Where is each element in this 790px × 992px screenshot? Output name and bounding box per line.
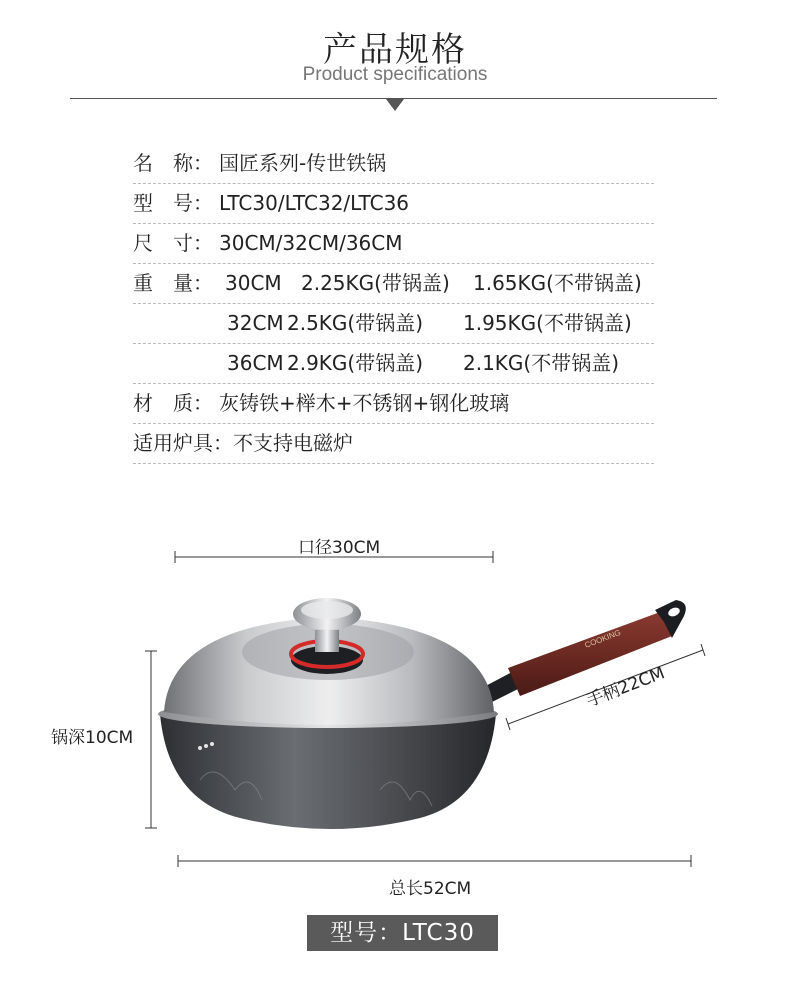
weight-with-lid: 2.25KG(带锅盖): [301, 271, 450, 295]
weight-without-lid: 2.1KG(不带锅盖): [463, 351, 620, 375]
weight-size: 32CM: [227, 311, 284, 335]
spec-label: 重 量：: [133, 271, 213, 295]
spec-label: 材 质：: [133, 391, 213, 415]
spec-value: 国匠系列-传世铁锅: [219, 151, 387, 175]
spec-value: LTC30/LTC32/LTC36: [219, 191, 410, 215]
spec-label: 适用炉具：: [133, 431, 233, 455]
diameter-label: 口径30CM: [298, 538, 381, 558]
spec-label: 尺 寸：: [133, 231, 213, 255]
weight-size: 30CM: [225, 271, 282, 295]
weight-without-lid: 1.95KG(不带锅盖): [463, 311, 632, 335]
spec-value: 灰铸铁+榉木+不锈钢+钢化玻璃: [219, 391, 510, 415]
weight-with-lid: 2.9KG(带锅盖): [287, 351, 424, 375]
depth-label: 锅深10CM: [51, 728, 134, 748]
page-subtitle: Product specifications: [302, 64, 488, 85]
spec-value: 30CM/32CM/36CM: [219, 231, 403, 255]
length-dimension-line: [178, 855, 691, 867]
weight-with-lid: 2.5KG(带锅盖): [287, 311, 424, 335]
handle-length-label: 手柄22CM: [583, 663, 668, 712]
total-length-label: 总长52CM: [389, 879, 472, 899]
wok-body: [160, 714, 496, 829]
weight-size: 36CM: [227, 351, 284, 375]
page-title: 产品规格: [323, 30, 467, 70]
spec-label: 名 称：: [133, 151, 213, 175]
model-badge: 型号：LTC30: [307, 915, 498, 951]
weight-without-lid: 1.65KG(不带锅盖): [473, 271, 642, 295]
spec-label: 型 号：: [133, 191, 213, 215]
svg-text:COOKING: COOKING: [583, 627, 622, 650]
depth-dimension-line: [145, 651, 157, 828]
spec-value: 不支持电磁炉: [233, 431, 353, 455]
